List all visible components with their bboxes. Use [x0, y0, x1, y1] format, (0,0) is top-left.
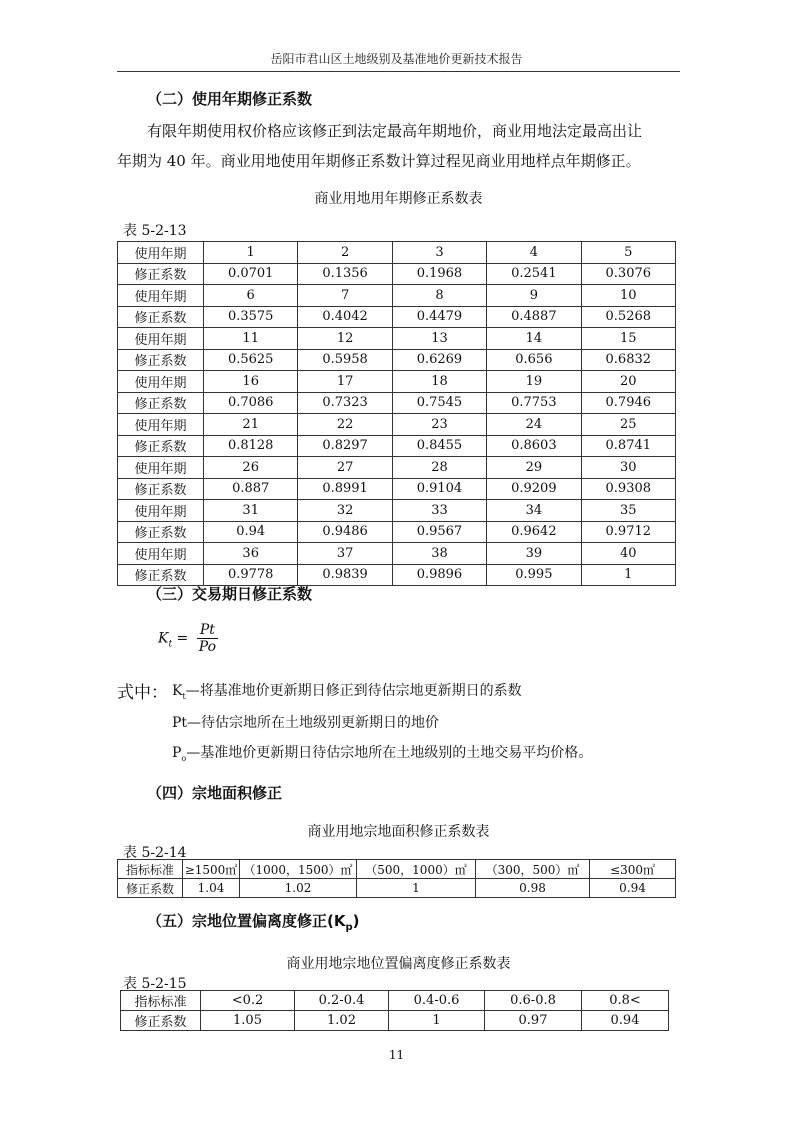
row-label: 使用年期 [118, 543, 204, 565]
table-number-5-2-14: 表 5-2-14 [123, 845, 187, 861]
year-cell: 18 [392, 371, 486, 393]
def-text: —基准地价更新期日待估宗地所在土地级别的土地交易平均价格。 [186, 745, 593, 761]
row-label: 使用年期 [118, 371, 204, 393]
year-cell: 21 [204, 414, 298, 436]
row-label: 使用年期 [118, 500, 204, 522]
section-heading-date-coefficient: （三）交易期日修正系数 [147, 585, 313, 603]
table-row-years [118, 500, 676, 522]
coef-cell: 0.7086 [204, 392, 298, 414]
coef-cell: 0.4042 [298, 306, 392, 328]
section-heading-location-deviation [147, 910, 360, 933]
coef-cell: 0.3076 [581, 263, 675, 285]
def-text: —待估宗地所在土地级别更新期日的地价 [187, 715, 440, 731]
formula-kt [158, 622, 218, 655]
coef-cell: 0.1968 [392, 263, 486, 285]
row-label: 修正系数 [118, 521, 204, 543]
year-cell: 10 [581, 285, 675, 307]
table-row-years [118, 242, 676, 264]
criteria-cell: 0.2-0.4 [295, 991, 389, 1011]
def-symbol: K [172, 683, 183, 699]
section-heading-term-coefficient: （二）使用年期修正系数 [147, 90, 313, 108]
coef-cell: 0.4887 [487, 306, 581, 328]
year-cell: 17 [298, 371, 392, 393]
coef-cell: 0.8603 [487, 435, 581, 457]
coef-cell: 1 [389, 1011, 485, 1031]
where-label: 式中： [117, 683, 168, 703]
running-header: 岳阳市君山区土地级别及基准地价更新技术报告 [270, 52, 523, 66]
row-label: 指标标准 [121, 991, 201, 1011]
year-cell: 7 [298, 285, 392, 307]
table-row-coefficient [118, 478, 676, 500]
year-cell: 14 [487, 328, 581, 350]
paragraph-line-1: 有限年期使用权价格应该修正到法定最高年期地价，商业用地法定最高出让 [147, 122, 643, 140]
table-number-5-2-15: 表 5-2-15 [123, 976, 187, 992]
coef-cell: 0.97 [485, 1011, 582, 1031]
table-row-criteria [121, 991, 669, 1011]
def-symbol: P [172, 745, 182, 761]
row-label: 修正系数 [118, 564, 204, 586]
criteria-cell: （1000，1500）㎡ [240, 860, 357, 879]
coef-cell: 0.5268 [581, 306, 675, 328]
row-label: 修正系数 [118, 263, 204, 285]
year-cell: 5 [581, 242, 675, 264]
table-row-years [118, 543, 676, 565]
table-row-coefficient [118, 349, 676, 371]
def-symbol: Pt [172, 715, 188, 731]
coef-cell: 0.9896 [392, 564, 486, 586]
coef-cell: 0.9104 [392, 478, 486, 500]
coef-cell: 0.7545 [392, 392, 486, 414]
table-row-years [118, 371, 676, 393]
term-coefficient-table [117, 241, 676, 586]
formula-denominator: Po [198, 639, 217, 655]
table-row-coefficient [118, 879, 676, 898]
table-row-coefficient [118, 435, 676, 457]
row-label: 使用年期 [118, 285, 204, 307]
coef-cell: 0.98 [476, 879, 590, 898]
year-cell: 22 [298, 414, 392, 436]
location-deviation-table [120, 990, 669, 1031]
table-row-coefficient [118, 521, 676, 543]
coef-cell: 0.8128 [204, 435, 298, 457]
row-label: 修正系数 [118, 879, 183, 898]
coef-cell: 0.2541 [487, 263, 581, 285]
coef-cell: 0.9209 [487, 478, 581, 500]
criteria-cell: （500，1000）㎡ [357, 860, 476, 879]
year-cell: 36 [204, 543, 298, 565]
year-cell: 26 [204, 457, 298, 479]
coef-cell: 0.7946 [581, 392, 675, 414]
coef-cell: 0.6832 [581, 349, 675, 371]
row-label: 修正系数 [118, 306, 204, 328]
year-cell: 4 [487, 242, 581, 264]
table-row-criteria [118, 860, 676, 879]
criteria-cell: 0.6-0.8 [485, 991, 582, 1011]
coef-cell: 0.1356 [298, 263, 392, 285]
coef-cell: 0.5625 [204, 349, 298, 371]
criteria-cell: <0.2 [201, 991, 295, 1011]
def-symbol-sub: o [181, 753, 187, 763]
year-cell: 29 [487, 457, 581, 479]
year-cell: 34 [487, 500, 581, 522]
year-cell: 19 [487, 371, 581, 393]
heading-text: （五）宗地位置偏离度修正(K [147, 912, 346, 930]
table-caption-5-2-14: 商业用地宗地面积修正系数表 [307, 824, 490, 840]
year-cell: 33 [392, 500, 486, 522]
formula-lhs: K [158, 630, 169, 647]
year-cell: 23 [392, 414, 486, 436]
coef-cell: 0.0701 [204, 263, 298, 285]
formula-lhs-sub: t [168, 639, 173, 650]
year-cell: 12 [298, 328, 392, 350]
paragraph-line-2: 年期为 40 年。商业用地使用年期修正系数计算过程见商业用地样点年期修正。 [117, 152, 641, 170]
coef-cell: 0.3575 [204, 306, 298, 328]
table-row-years [118, 414, 676, 436]
formula-numerator: Pt [197, 622, 218, 639]
row-label: 使用年期 [118, 242, 204, 264]
coef-cell: 1.04 [183, 879, 240, 898]
coef-cell: 1.05 [201, 1011, 295, 1031]
coef-cell: 0.9778 [204, 564, 298, 586]
table-row-years [118, 457, 676, 479]
year-cell: 9 [487, 285, 581, 307]
coef-cell: 0.8991 [298, 478, 392, 500]
criteria-cell: ≤300㎡ [590, 860, 676, 879]
coef-cell: 0.5958 [298, 349, 392, 371]
coef-cell: 0.8455 [392, 435, 486, 457]
year-cell: 20 [581, 371, 675, 393]
year-cell: 15 [581, 328, 675, 350]
year-cell: 2 [298, 242, 392, 264]
year-cell: 1 [204, 242, 298, 264]
year-cell: 13 [392, 328, 486, 350]
formula-fraction [197, 622, 218, 655]
criteria-cell: ≥1500㎡ [183, 860, 240, 879]
definition-po [172, 742, 592, 763]
row-label: 使用年期 [118, 457, 204, 479]
coef-cell: 0.8741 [581, 435, 675, 457]
area-coefficient-table [117, 859, 676, 898]
year-cell: 31 [204, 500, 298, 522]
def-text: —将基准地价更新期日修正到待估宗地更新期日的系数 [185, 683, 522, 699]
table-row-coefficient [118, 263, 676, 285]
row-label: 修正系数 [121, 1011, 201, 1031]
row-label: 指标标准 [118, 860, 183, 879]
criteria-cell: （300，500）㎡ [476, 860, 590, 879]
year-cell: 8 [392, 285, 486, 307]
heading-sub: p [345, 922, 353, 933]
row-label: 修正系数 [118, 435, 204, 457]
coef-cell: 1.02 [295, 1011, 389, 1031]
table-row-coefficient [118, 306, 676, 328]
coef-cell: 0.9567 [392, 521, 486, 543]
coef-cell: 0.94 [590, 879, 676, 898]
year-cell: 3 [392, 242, 486, 264]
coef-cell: 0.7753 [487, 392, 581, 414]
year-cell: 16 [204, 371, 298, 393]
table-number-5-2-13: 表 5-2-13 [123, 223, 187, 239]
year-cell: 38 [392, 543, 486, 565]
header-rule [117, 71, 680, 72]
formula-equals: = [176, 630, 189, 647]
year-cell: 39 [487, 543, 581, 565]
year-cell: 24 [487, 414, 581, 436]
row-label: 修正系数 [118, 392, 204, 414]
criteria-cell: 0.8< [582, 991, 669, 1011]
year-cell: 40 [581, 543, 675, 565]
year-cell: 35 [581, 500, 675, 522]
row-label: 修正系数 [118, 349, 204, 371]
page-number: 11 [388, 1048, 405, 1062]
year-cell: 11 [204, 328, 298, 350]
table-row-coefficient [121, 1011, 669, 1031]
coef-cell: 0.9486 [298, 521, 392, 543]
year-cell: 28 [392, 457, 486, 479]
coef-cell: 0.656 [487, 349, 581, 371]
coef-cell: 0.94 [582, 1011, 669, 1031]
year-cell: 6 [204, 285, 298, 307]
year-cell: 37 [298, 543, 392, 565]
table-caption-5-2-13: 商业用地用年期修正系数表 [314, 191, 483, 207]
coef-cell: 0.4479 [392, 306, 486, 328]
coef-cell: 1 [357, 879, 476, 898]
table-row-years [118, 285, 676, 307]
heading-end: ) [352, 912, 360, 930]
definition-kt [172, 680, 522, 701]
coef-cell: 0.9642 [487, 521, 581, 543]
coef-cell: 0.94 [204, 521, 298, 543]
section-heading-area-correction: （四）宗地面积修正 [147, 784, 283, 802]
table-row-years [118, 328, 676, 350]
coef-cell: 1 [581, 564, 675, 586]
coef-cell: 0.995 [487, 564, 581, 586]
coef-cell: 0.9712 [581, 521, 675, 543]
year-cell: 30 [581, 457, 675, 479]
year-cell: 27 [298, 457, 392, 479]
coef-cell: 0.9308 [581, 478, 675, 500]
coef-cell: 0.887 [204, 478, 298, 500]
row-label: 修正系数 [118, 478, 204, 500]
criteria-cell: 0.4-0.6 [389, 991, 485, 1011]
year-cell: 32 [298, 500, 392, 522]
coef-cell: 0.7323 [298, 392, 392, 414]
table-row-coefficient [118, 392, 676, 414]
coef-cell: 0.9839 [298, 564, 392, 586]
row-label: 使用年期 [118, 328, 204, 350]
table-caption-5-2-15: 商业用地宗地位置偏离度修正系数表 [286, 956, 511, 972]
row-label: 使用年期 [118, 414, 204, 436]
definition-pt [172, 712, 439, 732]
coef-cell: 0.8297 [298, 435, 392, 457]
def-symbol-sub: t [182, 691, 186, 701]
year-cell: 25 [581, 414, 675, 436]
coef-cell: 1.02 [240, 879, 357, 898]
coef-cell: 0.6269 [392, 349, 486, 371]
